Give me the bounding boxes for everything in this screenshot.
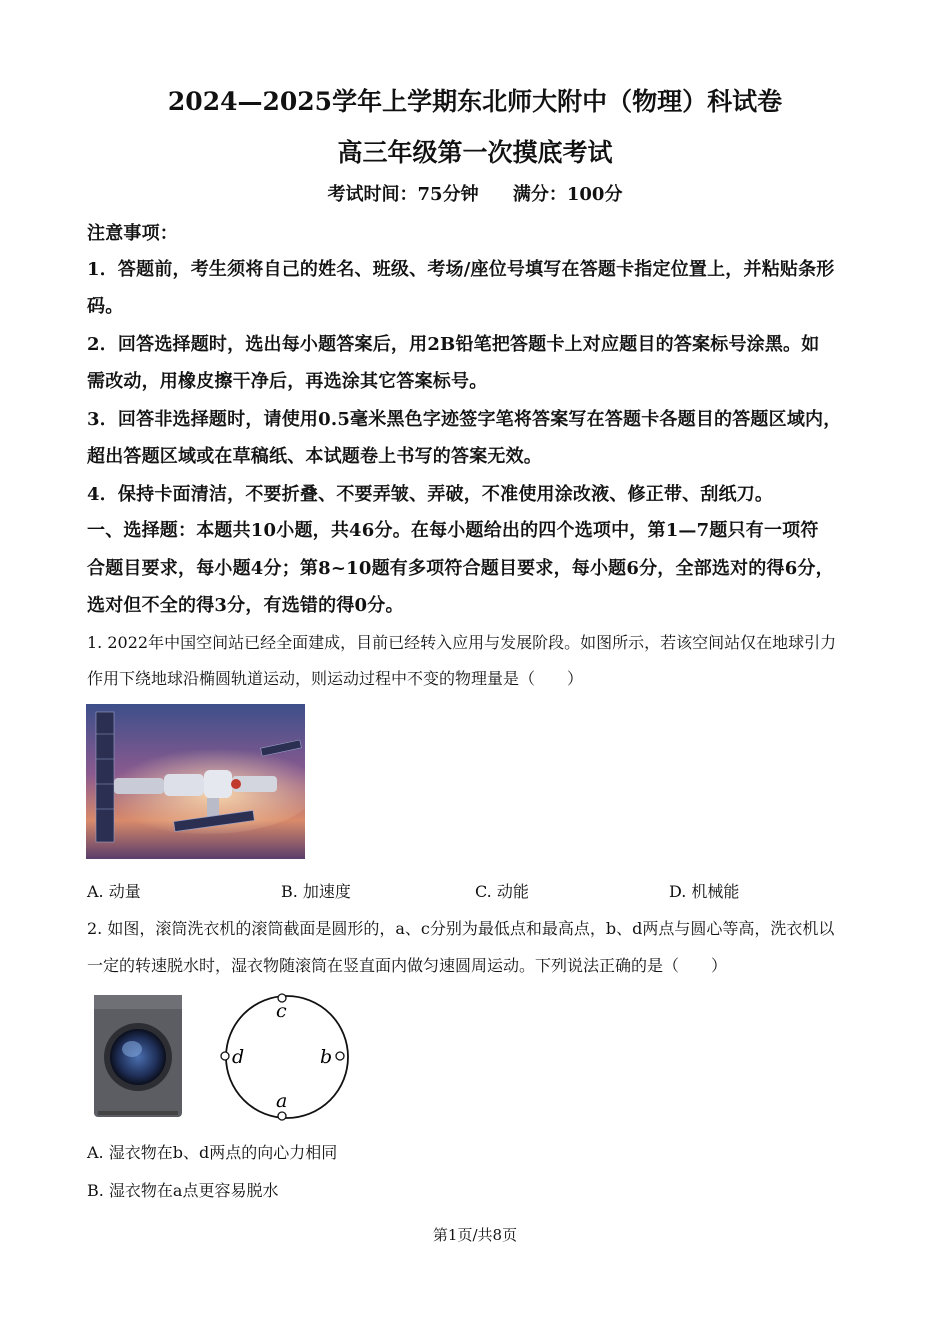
page-number: 第1页/共8页 [432,1226,518,1244]
q2-option-a: A. 湿衣物在b、d两点的向心力相同 [87,1143,338,1162]
notice-line: 码。 [87,296,124,317]
q2-stem: 2. 如图，滚筒洗衣机的滚筒截面是圆形的，a、c分别为最低点和最高点，b、d两点与圆心等高，洗衣机以 [87,919,835,938]
section-intro: 选对但不全的得3分，有选错的得0分。 [87,595,404,616]
section-intro: 合题目要求，每小题4分；第8~10题有多项符合题目要求，每小题6分，全部选对的得6分， [87,558,834,579]
q1-option-d: D. 机械能 [669,882,740,901]
q1-option-a: A. 动量 [87,882,141,901]
washing-machine-image [92,993,184,1119]
space-station-image [86,704,305,859]
notice-line: 2．回答选择题时，选出每小题答案后，用2B铅笔把答题卡上对应题目的答案标号涂黑。如 [87,334,820,355]
q1-stem: 作用下绕地球沿椭圆轨道运动，则运动过程中不变的物理量是（ ） [87,669,584,688]
exam-title: 2024—2025学年上学期东北师大附中（物理）科试卷 [167,87,783,116]
notice-line: 1．答题前，考生须将自己的姓名、班级、考场/座位号填写在答题卡指定位置上，并粘贴条形 [87,259,835,280]
exam-time: 考试时间：75分钟 [327,184,479,205]
notice-heading: 注意事项： [87,223,178,244]
q1-option-b: B. 加速度 [281,882,351,901]
point-label-b: b [320,1046,333,1068]
q1-stem: 1. 2022年中国空间站已经全面建成，目前已经转入应用与发展阶段。如图所示，若该空间站仅在地球引力 [87,633,837,652]
point-label-c: c [276,1000,287,1022]
exam-score: 满分：100分 [512,184,623,205]
q2-stem: 一定的转速脱水时，湿衣物随滚筒在竖直面内做匀速圆周运动。下列说法正确的是（ ） [87,956,728,975]
section-intro: 一、选择题：本题共10小题，共46分。在每小题给出的四个选项中，第1—7题只有一项符 [87,520,819,541]
q1-option-c: C. 动能 [475,882,529,901]
exam-subtitle: 高三年级第一次摸底考试 [337,138,613,167]
exam-info [0,180,950,206]
notice-line: 3．回答非选择题时，请使用0.5毫米黑色字迹签字笔将答案写在答题卡各题目的答题区域内， [87,409,842,430]
drum-diagram [212,991,362,1121]
notice-line: 超出答题区域或在草稿纸、本试题卷上书写的答案无效。 [87,446,542,467]
point-label-d: d [232,1046,245,1068]
q2-option-b: B. 湿衣物在a点更容易脱水 [87,1181,279,1200]
notice-line: 4．保持卡面清洁，不要折叠、不要弄皱、弄破，不准使用涂改液、修正带、刮纸刀。 [87,484,774,505]
notice-line: 需改动，用橡皮擦干净后，再选涂其它答案标号。 [87,371,488,392]
point-label-a: a [276,1090,288,1112]
